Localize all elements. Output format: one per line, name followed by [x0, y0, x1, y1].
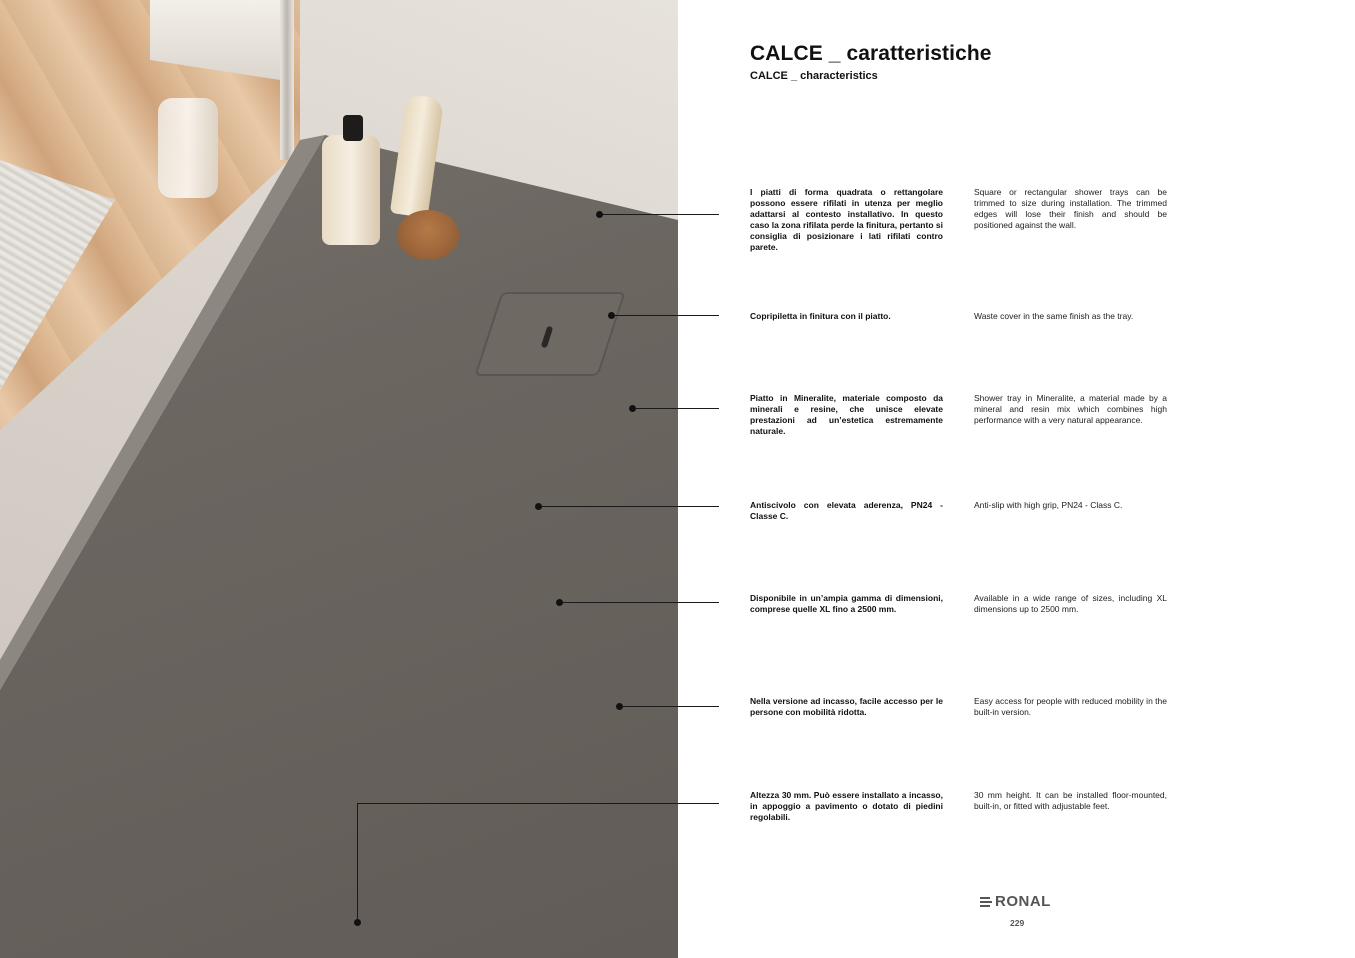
photo-glass-panel: [280, 0, 294, 160]
callout-dot-3: [629, 405, 636, 412]
brand-logo: [980, 893, 1051, 910]
page-number: 229: [1010, 918, 1025, 928]
callout-line-3: [632, 408, 719, 409]
feature-3-italian: Piatto in Mineralite, materiale composto da minerali e resine, che unisce elevate prestazioni ad un’estetica estremamente naturale.: [750, 393, 943, 436]
feature-6-italian: Nella versione ad incasso, facile accesso per le persone con mobilità ridotta.: [750, 696, 943, 717]
callout-line-1: [599, 214, 719, 215]
feature-5-italian: Disponibile in un’ampia gamma di dimensioni, comprese quelle XL fino a 2500 mm.: [750, 593, 943, 614]
feature-4-english: Anti-slip with high grip, PN24 - Class C.: [974, 500, 1123, 510]
feature-1-italian: I piatti di forma quadrata o rettangolare possono essere rifilati in utenza per meglio adattarsi al contesto installativo. In questo caso la zona rifilata perde la finitura, pertanto si consiglia di posizionare i lati rifilati contro parete.: [750, 187, 943, 252]
callout-dot-4: [535, 503, 542, 510]
callout-line-2: [611, 315, 719, 316]
photo-candle: [158, 98, 218, 198]
brand-logo-mark-icon: [980, 897, 992, 907]
callout-line-7-vertical: [357, 803, 358, 922]
feature-2-english: Waste cover in the same finish as the tray.: [974, 311, 1134, 321]
feature-3-english: Shower tray in Mineralite, a material made by a mineral and resin mix which combines high performance with a very natural appearance.: [974, 393, 1167, 425]
feature-5-english: Available in a wide range of sizes, including XL dimensions up to 2500 mm.: [974, 593, 1167, 614]
callout-line-4: [538, 506, 719, 507]
callout-dot-1: [596, 211, 603, 218]
photo-bottle: [322, 135, 380, 245]
photo-bottle-cap: [343, 115, 363, 141]
feature-6-english: Easy access for people with reduced mobility in the built-in version.: [974, 696, 1167, 717]
callout-line-7: [357, 803, 719, 804]
callout-line-5: [559, 602, 719, 603]
photo-brush: [397, 210, 459, 260]
feature-1-english: Square or rectangular shower trays can be trimmed to size during installation. The trimmed edges will lose their finish and should be positioned against the wall.: [974, 187, 1167, 230]
callout-dot-7: [354, 919, 361, 926]
page-subtitle: CALCE _ characteristics: [750, 70, 878, 82]
callout-line-6: [619, 706, 719, 707]
callout-dot-6: [616, 703, 623, 710]
page-title: CALCE _ caratteristiche: [750, 42, 992, 65]
feature-2-italian: Copripiletta in finitura con il piatto.: [750, 311, 891, 321]
feature-4-italian: Antiscivolo con elevata aderenza, PN24 - Classe C.: [750, 500, 943, 521]
brand-logo-text: RONAL: [995, 893, 1051, 910]
callout-dot-2: [608, 312, 615, 319]
feature-7-italian: Altezza 30 mm. Può essere installato a incasso, in appoggio a pavimento o dotato di piedini regolabili.: [750, 790, 943, 822]
callout-dot-5: [556, 599, 563, 606]
feature-7-english: 30 mm height. It can be installed floor-mounted, built-in, or fitted with adjustable feet.: [974, 790, 1167, 811]
